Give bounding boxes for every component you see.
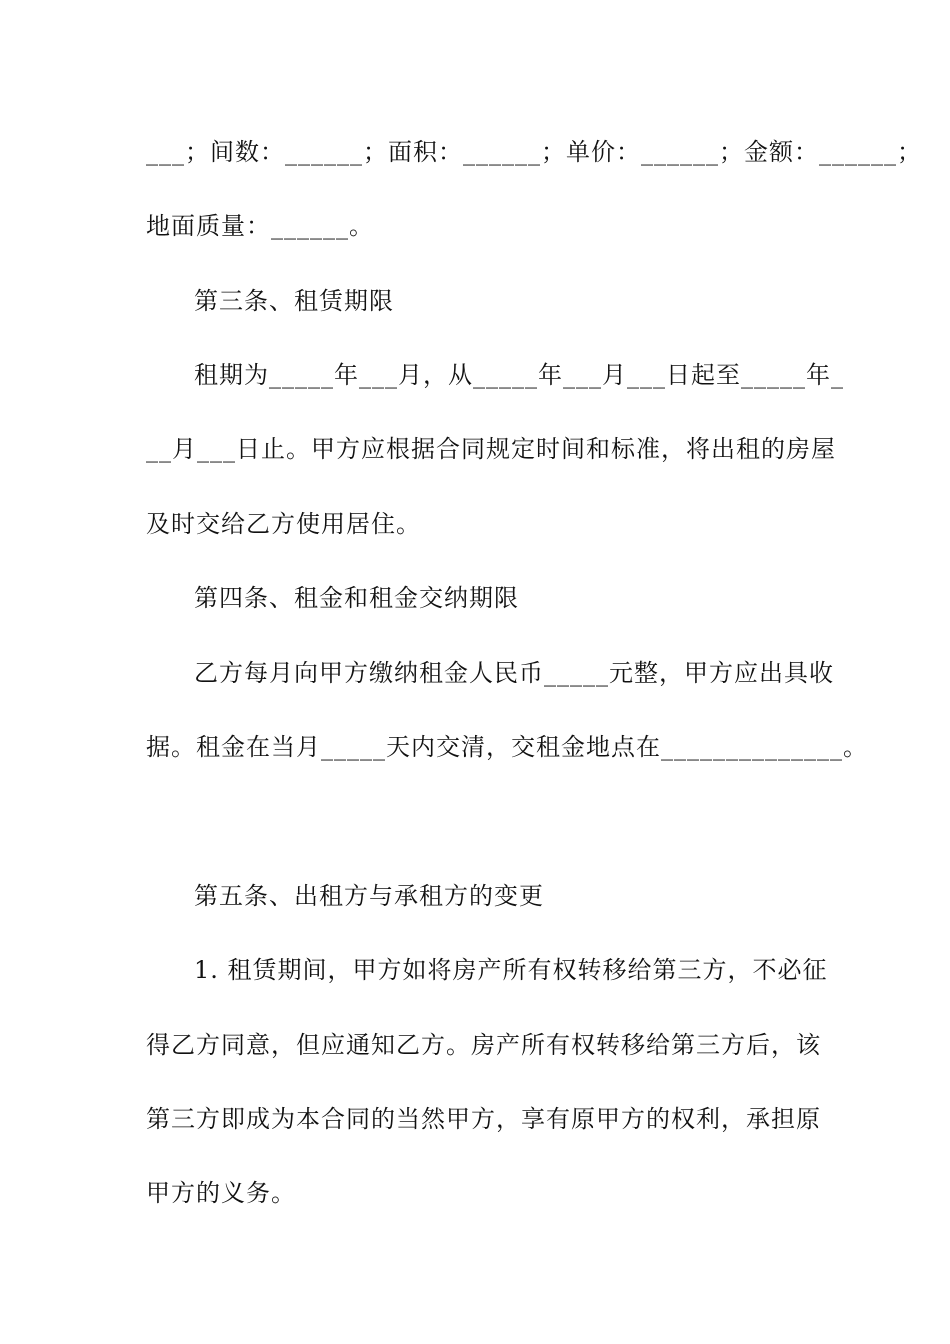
clause-4-heading: 第四条、租金和租金交纳期限	[194, 584, 519, 612]
clause-4-text-line-2: 据。租金在当月_____天内交清，交租金地点在______________。	[146, 733, 868, 761]
clause-3-text-line-2: __月___日止。甲方应根据合同规定时间和标准，将出租的房屋	[146, 435, 836, 463]
clause-2-fields-line: ___；间数：______；面积：______；单价：______；金额：______；	[146, 138, 922, 166]
clause-5-item-1-line-2: 得乙方同意，但应通知乙方。房产所有权转移给第三方后，该	[146, 1031, 821, 1059]
clause-5-heading: 第五条、出租方与承租方的变更	[194, 882, 544, 910]
clause-3-text-line-3: 及时交给乙方使用居住。	[146, 510, 421, 538]
clause-3-text-line-1: 租期为_____年___月，从_____年___月___日起至_____年_	[194, 361, 844, 389]
clause-4-text-line-1: 乙方每月向甲方缴纳租金人民币_____元整，甲方应出具收	[194, 659, 834, 687]
clause-5-item-1-line-3: 第三方即成为本合同的当然甲方，享有原甲方的权利，承担原	[146, 1105, 821, 1133]
clause-5-item-1-line-1: 1. 租赁期间，甲方如将房产所有权转移给第三方，不必征	[194, 956, 828, 984]
floor-quality-line: 地面质量：______。	[146, 212, 374, 240]
clause-3-heading: 第三条、租赁期限	[194, 287, 394, 315]
clause-5-item-1-line-4: 甲方的义务。	[146, 1179, 296, 1207]
